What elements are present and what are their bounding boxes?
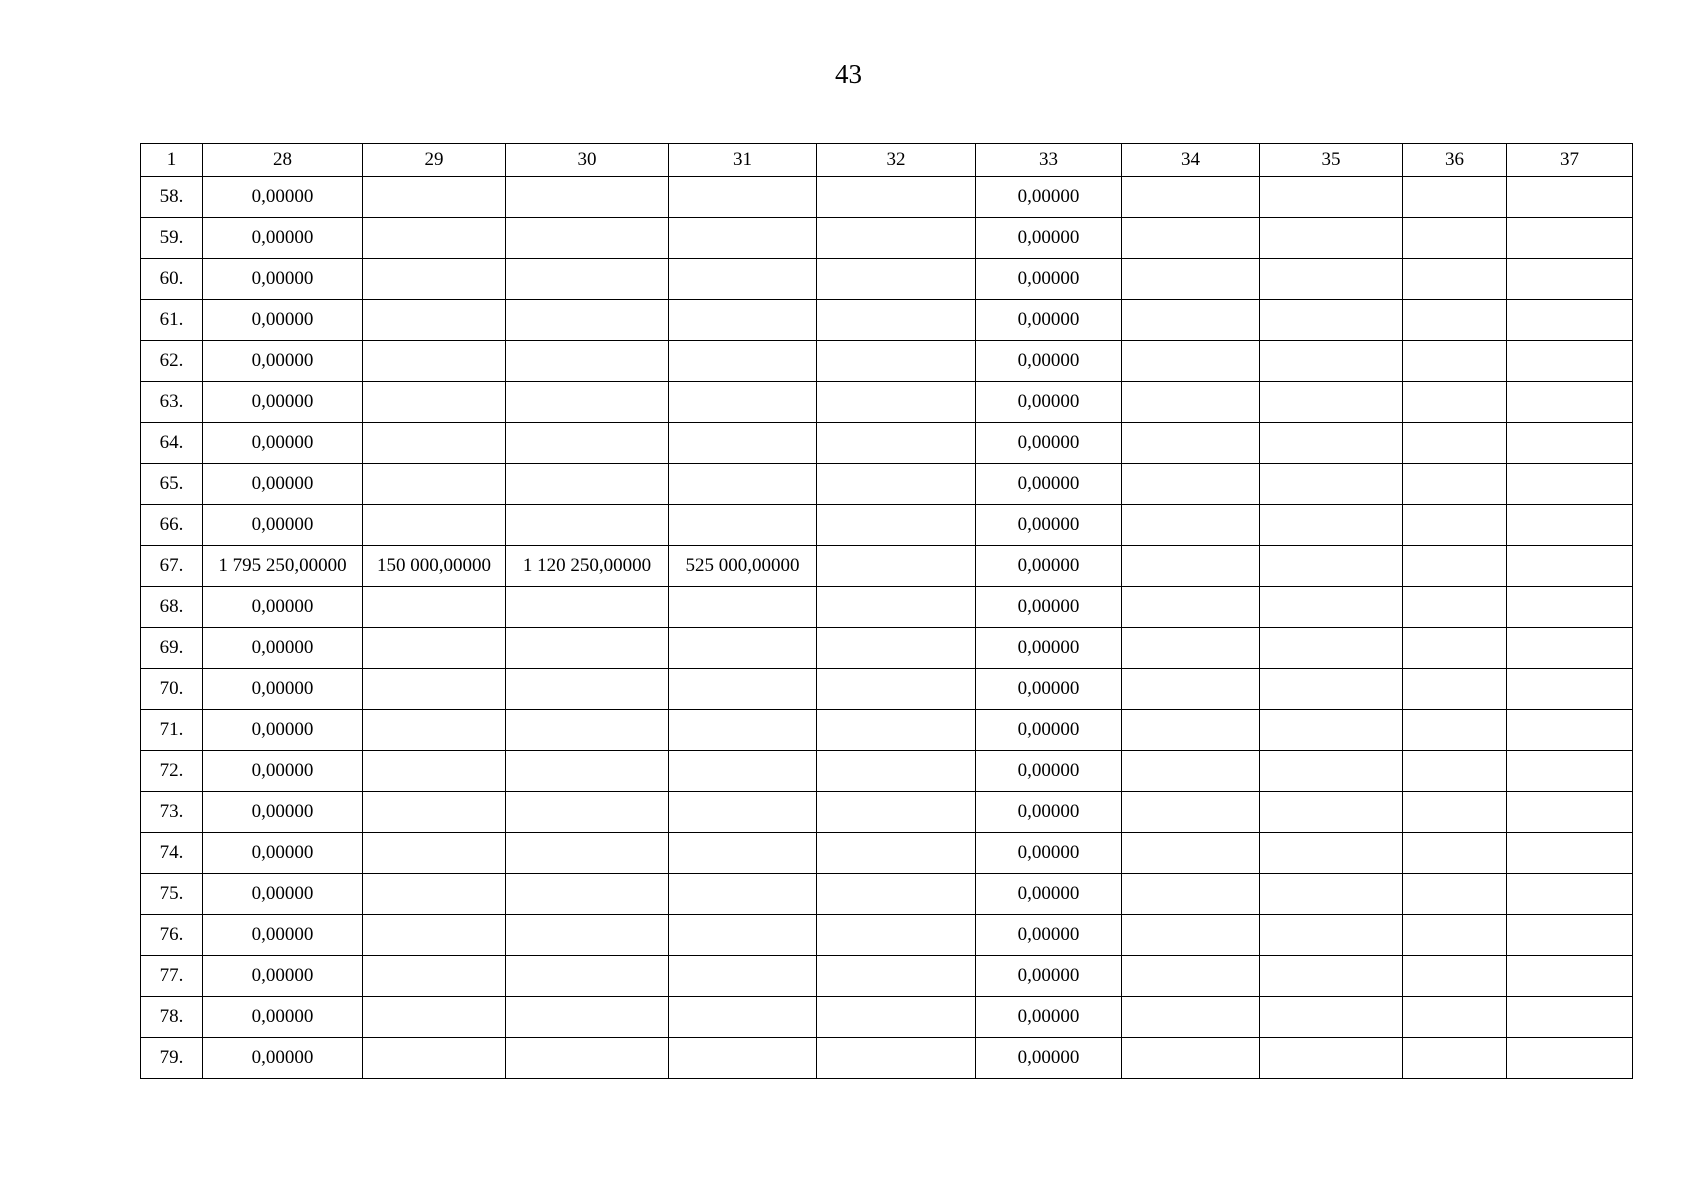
table-cell: 0,00000 [203, 218, 363, 259]
table-cell: 0,00000 [203, 915, 363, 956]
column-header: 32 [817, 144, 976, 177]
table-cell [669, 341, 817, 382]
table-cell [1122, 792, 1260, 833]
table-cell [817, 464, 976, 505]
table-row [141, 341, 1633, 382]
table-cell [669, 177, 817, 218]
table-row [141, 177, 1633, 218]
row-number-cell: 66. [141, 505, 203, 546]
table-cell [506, 915, 669, 956]
table-cell [669, 874, 817, 915]
table-row [141, 546, 1633, 587]
table-cell: 0,00000 [976, 874, 1122, 915]
table-cell [1260, 997, 1403, 1038]
row-number-cell: 58. [141, 177, 203, 218]
table-cell [363, 628, 506, 669]
table-row [141, 710, 1633, 751]
table-cell [817, 956, 976, 997]
table-cell [1507, 587, 1633, 628]
row-number-cell: 77. [141, 956, 203, 997]
table-cell [817, 218, 976, 259]
table-cell [363, 710, 506, 751]
table-cell [817, 259, 976, 300]
table-cell [1403, 997, 1507, 1038]
table-cell: 0,00000 [203, 464, 363, 505]
column-header: 34 [1122, 144, 1260, 177]
table-cell [363, 669, 506, 710]
table-cell [363, 218, 506, 259]
table-row [141, 956, 1633, 997]
table-cell [1260, 833, 1403, 874]
table-row [141, 505, 1633, 546]
table-cell [1122, 423, 1260, 464]
row-number-cell: 70. [141, 669, 203, 710]
table-cell [1260, 587, 1403, 628]
table-cell [363, 997, 506, 1038]
table-cell [1260, 382, 1403, 423]
table-cell: 0,00000 [203, 874, 363, 915]
table-cell [506, 1038, 669, 1079]
table-cell [363, 300, 506, 341]
table-cell [1403, 382, 1507, 423]
table-cell: 0,00000 [203, 300, 363, 341]
table-cell [669, 300, 817, 341]
table-cell: 1 795 250,00000 [203, 546, 363, 587]
table-cell [669, 218, 817, 259]
table-cell [506, 300, 669, 341]
table-row [141, 464, 1633, 505]
table-cell [1260, 669, 1403, 710]
table-cell [363, 915, 506, 956]
table-cell: 0,00000 [203, 341, 363, 382]
table-cell: 0,00000 [203, 710, 363, 751]
table-cell [1260, 710, 1403, 751]
table-cell [1122, 505, 1260, 546]
table-cell [1122, 464, 1260, 505]
table-cell: 0,00000 [203, 792, 363, 833]
table-cell [1403, 505, 1507, 546]
table-row [141, 669, 1633, 710]
column-header: 33 [976, 144, 1122, 177]
table-cell [1403, 628, 1507, 669]
table-cell [1260, 546, 1403, 587]
table-body [141, 177, 1633, 1079]
table-cell [1403, 341, 1507, 382]
table-cell: 0,00000 [203, 382, 363, 423]
table-cell: 0,00000 [203, 587, 363, 628]
table-cell [1507, 956, 1633, 997]
table-cell [506, 669, 669, 710]
table-row [141, 587, 1633, 628]
table-cell [1507, 874, 1633, 915]
table-cell [506, 751, 669, 792]
table-cell [363, 587, 506, 628]
table-cell [1403, 218, 1507, 259]
table-cell [669, 382, 817, 423]
table-cell [1122, 669, 1260, 710]
table-row [141, 218, 1633, 259]
table-cell [1122, 710, 1260, 751]
table-row [141, 792, 1633, 833]
table-cell: 0,00000 [976, 956, 1122, 997]
table-cell: 0,00000 [976, 546, 1122, 587]
table-cell [363, 423, 506, 464]
table-cell: 0,00000 [203, 956, 363, 997]
table-cell [1260, 956, 1403, 997]
table-cell [1260, 259, 1403, 300]
table-cell: 525 000,00000 [669, 546, 817, 587]
table-cell [506, 874, 669, 915]
table-cell: 0,00000 [203, 177, 363, 218]
table-cell [1507, 669, 1633, 710]
table-cell [1507, 833, 1633, 874]
table-cell [669, 792, 817, 833]
table-cell [506, 792, 669, 833]
table-cell [1507, 751, 1633, 792]
table-cell [1260, 423, 1403, 464]
table-row [141, 382, 1633, 423]
row-number-cell: 60. [141, 259, 203, 300]
table-cell: 0,00000 [976, 259, 1122, 300]
table-cell: 0,00000 [976, 1038, 1122, 1079]
table-cell: 0,00000 [203, 997, 363, 1038]
table-cell [817, 710, 976, 751]
table-cell [1507, 915, 1633, 956]
table-cell [363, 792, 506, 833]
column-header: 1 [141, 144, 203, 177]
table-cell [1507, 423, 1633, 464]
table-cell: 0,00000 [976, 669, 1122, 710]
table-cell: 0,00000 [976, 218, 1122, 259]
row-number-cell: 72. [141, 751, 203, 792]
table-cell [669, 1038, 817, 1079]
table-cell [669, 751, 817, 792]
table-cell: 0,00000 [976, 587, 1122, 628]
table-cell [1403, 587, 1507, 628]
table-row [141, 833, 1633, 874]
table-cell [506, 997, 669, 1038]
table-row [141, 997, 1633, 1038]
table-cell [1122, 259, 1260, 300]
table-cell [506, 341, 669, 382]
table-cell [506, 177, 669, 218]
table-cell [1403, 833, 1507, 874]
table-cell: 0,00000 [203, 505, 363, 546]
column-header: 35 [1260, 144, 1403, 177]
table-cell [1260, 915, 1403, 956]
table-cell [506, 423, 669, 464]
table-cell: 0,00000 [203, 259, 363, 300]
table-cell [1403, 423, 1507, 464]
table-cell: 0,00000 [976, 751, 1122, 792]
table-cell [817, 177, 976, 218]
table-cell: 0,00000 [976, 915, 1122, 956]
column-header: 28 [203, 144, 363, 177]
table-cell [1122, 546, 1260, 587]
table-cell [1403, 792, 1507, 833]
table-cell [1122, 1038, 1260, 1079]
data-table [140, 143, 1633, 1079]
table-cell [669, 956, 817, 997]
page-number: 43 [835, 59, 862, 89]
table-cell: 0,00000 [203, 1038, 363, 1079]
row-number-cell: 62. [141, 341, 203, 382]
table-cell [817, 1038, 976, 1079]
table-cell [1403, 874, 1507, 915]
table-cell [1403, 751, 1507, 792]
table-cell [363, 259, 506, 300]
table-cell [1122, 587, 1260, 628]
table-cell: 150 000,00000 [363, 546, 506, 587]
table-cell [363, 751, 506, 792]
table-cell [363, 464, 506, 505]
table-cell [1507, 218, 1633, 259]
column-header: 29 [363, 144, 506, 177]
table-cell [817, 833, 976, 874]
table-cell [1507, 546, 1633, 587]
table-cell [669, 587, 817, 628]
table-cell [1122, 218, 1260, 259]
table-cell [1260, 628, 1403, 669]
table-cell [363, 505, 506, 546]
table-cell [1507, 382, 1633, 423]
table-cell [1507, 710, 1633, 751]
table-cell [506, 505, 669, 546]
row-number-cell: 69. [141, 628, 203, 669]
table-cell [1403, 464, 1507, 505]
table-cell [1507, 300, 1633, 341]
table-row [141, 423, 1633, 464]
row-number-cell: 73. [141, 792, 203, 833]
table-row [141, 259, 1633, 300]
table-cell [1122, 341, 1260, 382]
table-cell [363, 177, 506, 218]
row-number-cell: 74. [141, 833, 203, 874]
table-cell [669, 423, 817, 464]
table-cell: 0,00000 [976, 341, 1122, 382]
table-cell [669, 505, 817, 546]
table-cell [506, 628, 669, 669]
row-number-cell: 75. [141, 874, 203, 915]
table-cell [1403, 546, 1507, 587]
table-cell [1403, 259, 1507, 300]
table-cell [506, 956, 669, 997]
table-cell [669, 997, 817, 1038]
row-number-cell: 78. [141, 997, 203, 1038]
table-cell [817, 587, 976, 628]
table-cell: 0,00000 [976, 423, 1122, 464]
table-cell [506, 833, 669, 874]
table-cell [669, 464, 817, 505]
table-row [141, 300, 1633, 341]
table-cell [1260, 177, 1403, 218]
column-header: 30 [506, 144, 669, 177]
table-cell: 0,00000 [976, 997, 1122, 1038]
table-row [141, 1038, 1633, 1079]
table-cell: 0,00000 [976, 628, 1122, 669]
table-cell [1260, 341, 1403, 382]
table-cell [669, 259, 817, 300]
table-cell [817, 669, 976, 710]
table-cell [817, 628, 976, 669]
row-number-cell: 65. [141, 464, 203, 505]
table-cell [669, 710, 817, 751]
table-cell: 0,00000 [976, 382, 1122, 423]
row-number-cell: 79. [141, 1038, 203, 1079]
table-cell [1507, 1038, 1633, 1079]
table-cell [1122, 382, 1260, 423]
table-cell [363, 833, 506, 874]
table-row [141, 874, 1633, 915]
table-row [141, 751, 1633, 792]
table-cell [1122, 300, 1260, 341]
table-cell [1403, 1038, 1507, 1079]
table-cell [506, 218, 669, 259]
table-cell [1507, 997, 1633, 1038]
table-cell [1122, 915, 1260, 956]
table-cell [1507, 505, 1633, 546]
table-cell [1507, 177, 1633, 218]
table-cell: 0,00000 [976, 177, 1122, 218]
row-number-cell: 68. [141, 587, 203, 628]
table-cell: 0,00000 [976, 505, 1122, 546]
table-cell: 0,00000 [976, 833, 1122, 874]
table-row [141, 915, 1633, 956]
table-cell [1403, 915, 1507, 956]
table-cell [1507, 628, 1633, 669]
table-cell: 0,00000 [203, 669, 363, 710]
table-cell [669, 833, 817, 874]
table-cell: 0,00000 [976, 710, 1122, 751]
table-cell: 0,00000 [203, 833, 363, 874]
table-cell [1507, 259, 1633, 300]
table-cell [817, 505, 976, 546]
header-row [141, 144, 1633, 177]
table-cell [363, 956, 506, 997]
row-number-cell: 71. [141, 710, 203, 751]
table-cell [669, 915, 817, 956]
table-cell [1403, 956, 1507, 997]
table-cell [1122, 177, 1260, 218]
column-header: 36 [1403, 144, 1507, 177]
table-cell: 0,00000 [976, 464, 1122, 505]
table-cell [1403, 669, 1507, 710]
row-number-cell: 67. [141, 546, 203, 587]
table-cell [669, 669, 817, 710]
row-number-cell: 64. [141, 423, 203, 464]
table-cell [1122, 874, 1260, 915]
table-row [141, 628, 1633, 669]
table-cell: 1 120 250,00000 [506, 546, 669, 587]
table-cell [1260, 218, 1403, 259]
table-cell [506, 382, 669, 423]
table-cell [1403, 177, 1507, 218]
table-cell [1260, 505, 1403, 546]
table-cell [817, 546, 976, 587]
table-cell [1122, 997, 1260, 1038]
table-cell: 0,00000 [203, 628, 363, 669]
table-cell [1260, 792, 1403, 833]
table-cell: 0,00000 [203, 751, 363, 792]
table-cell [506, 259, 669, 300]
row-number-cell: 61. [141, 300, 203, 341]
table-cell [817, 997, 976, 1038]
table-cell [363, 341, 506, 382]
table-cell [817, 915, 976, 956]
table-cell [1507, 792, 1633, 833]
column-header: 37 [1507, 144, 1633, 177]
table-cell [1507, 341, 1633, 382]
table-cell [1403, 300, 1507, 341]
table-cell [1260, 300, 1403, 341]
table-cell: 0,00000 [203, 423, 363, 464]
table-cell [506, 710, 669, 751]
table-cell [1122, 751, 1260, 792]
row-number-cell: 59. [141, 218, 203, 259]
row-number-cell: 76. [141, 915, 203, 956]
table-cell [1122, 628, 1260, 669]
table-cell [506, 587, 669, 628]
table-cell [817, 423, 976, 464]
table-cell [1403, 710, 1507, 751]
column-header: 31 [669, 144, 817, 177]
table-cell [817, 300, 976, 341]
table-cell [1122, 956, 1260, 997]
table-cell [817, 341, 976, 382]
table-cell [1260, 751, 1403, 792]
table-cell [817, 874, 976, 915]
table-cell [363, 382, 506, 423]
table-cell [669, 628, 817, 669]
table-cell [817, 792, 976, 833]
table-cell [363, 874, 506, 915]
table-cell [1507, 464, 1633, 505]
table-cell [1122, 833, 1260, 874]
table-cell [1260, 464, 1403, 505]
table-cell [817, 751, 976, 792]
row-number-cell: 63. [141, 382, 203, 423]
table-cell [363, 1038, 506, 1079]
table-cell [1260, 1038, 1403, 1079]
table-cell [1260, 874, 1403, 915]
table-cell [506, 464, 669, 505]
table-cell: 0,00000 [976, 300, 1122, 341]
table-cell: 0,00000 [976, 792, 1122, 833]
table-cell [817, 382, 976, 423]
